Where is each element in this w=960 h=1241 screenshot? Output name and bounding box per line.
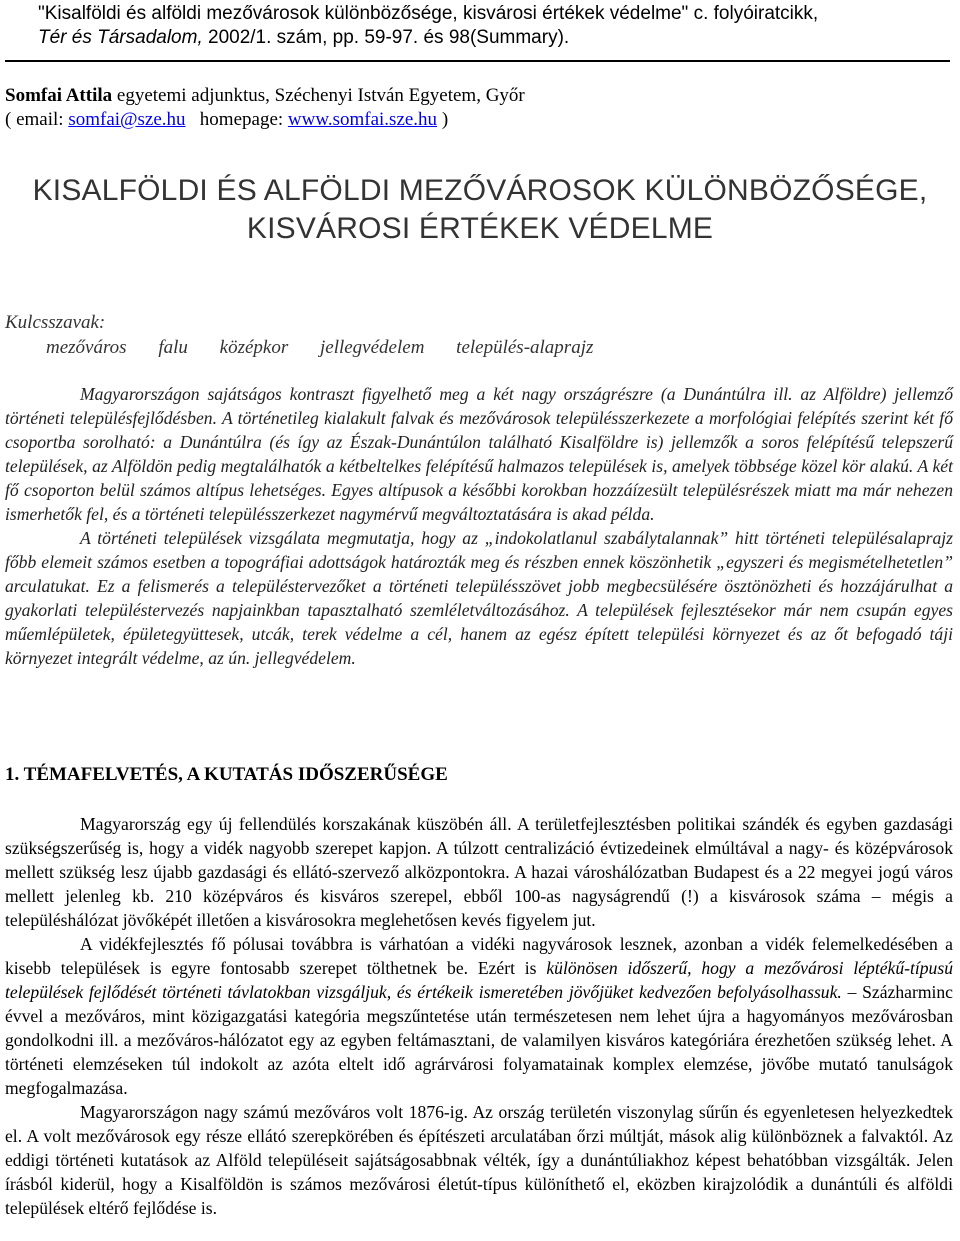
abstract-paragraph-1: Magyarországon sajátságos kontraszt figyelhető meg a két nagy országrészre (a Dunántúlra ill. az Alföldre) jellemző történeti településfejlődésben. A történetileg kialakult falvak és mezővárosok településszerkezete a morfológiai felépítés szerint két fő csoportba sorolható: a Dunántúlra (és így az Észak-Dunántúlon található Kisalföldre is) jellemzők a soros felépítésű telepszerű települések, az Alföldön pedig megtalálhatók a kétbeltelkes felépítésű halmazos települések is, amelyek többsége közel kör alakú. A két fő csoporton belül számos altípus lehetséges. Egyes altípusok a későbbi korokban hozzáízesült településrészek miatt ma már nehezen ismerhetők fel, és a történeti településszerkezet nagymérvű megváltoztatására is akad példa. [5, 384, 953, 524]
body-paragraph-3: Magyarországon nagy számú mezőváros volt 1876-ig. Az ország területén viszonylag sűrűn és egyenletesen helyezkedtek el. A volt mezővárosok egy része ellátó szerepkörében és építészeti arculatában őrzi múltját, mások alig különböznek a falvaktól. Az eddigi történeti kutatások az Alföld településeit sajátságosabbnak vélték, így a dunántúliakhoz képest behatóbban vizsgálták. Jelen írásból kiderül, hogy a Kisalföldön is számos mezővárosi életút-típus különíthető el, eközben kirajzolódik a dunántúli és alföldi települések eltérő fejlődése is. [5, 1102, 953, 1218]
email-link[interactable]: somfai@sze.hu [68, 109, 186, 130]
header-divider [5, 60, 950, 62]
contact-line [5, 108, 945, 132]
citation-line-2 [38, 26, 918, 50]
article-title [0, 172, 960, 248]
body-paragraph-2-end: – Százharminc évvel a mezőváros, mint közigazgatási kategória megszűntetése után természetesen nem lehet újra a hagyományos mezővárosban gondolkodni ill. a mezőváros-hálózatot egy az egyben feltámasztani, de valamilyen kisváros kategóriára érezhetően szükség lehet. A történeti elemzéseken túl indokolt az azóta eltelt idő agrárvárosi folyamatainak komplex elemzése, jövőbe mutató tanulságok megfogalmazása. [5, 982, 953, 1098]
contact-suffix: ) [437, 109, 449, 130]
keywords-label: Kulcsszavak: [5, 312, 106, 333]
keyword-item: középkor [219, 337, 289, 358]
body-paragraph-2 [5, 932, 953, 1100]
abstract-paragraph-2: A történeti települések vizsgálata megmutatja, hogy az „indokolatlanul szabálytalannak” hitt történeti településalaprajz főbb elemeit számos esetben a topográfiai adottságok határozták meg és részben ennek köszönhetik „egyszeri és megismételhetetlen” arculatukat. Ez a felismerés a településtervezőket a történeti településszövet jobb megbecsülésére ösztönözheti és hozzájárulhat a gyakorlati településtervezés napjainkban tapasztalható szemléletváltozásához. A települések fejlesztésekor már nem csupán egyes műemlépületek, épületegyüttesek, utcák, terek védelme a cél, hanem az egész épített települési környezet és az őt befogadó táji környezet integrált védelme, az ún. jellegvédelem. [5, 528, 953, 668]
author-name: Somfai Attila [5, 85, 113, 106]
keyword-item: település-alaprajz [456, 337, 594, 358]
author-block [5, 84, 945, 132]
section-heading: 1. TÉMAFELVETÉS, A KUTATÁS IDŐSZERŰSÉGE [5, 764, 448, 785]
section-body [5, 812, 953, 1220]
homepage-link[interactable]: www.somfai.sze.hu [287, 109, 438, 130]
body-paragraph-1: Magyarország egy új fellendülés korszakának küszöbén áll. A területfejlesztésben politikai szándék és egyben gazdasági szükségszerűség is, hogy a vidék nagyobb szerepet kapjon. A túlzott centralizáció évtizedeinek elmúltával a nagy- és középvárosok mellett szükség lesz újabb gazdasági és ellátó-szervező alközpontokra. A hazai városhálózatban Budapest és a 22 megyei jogú város mellett jelenleg kb. 210 középváros és kisváros szerepel, ebből 100-as nagyságrendű (!) a kisvárosok száma – mégis a településhálózat jövőképét illetően a kisvárosokra meglehetősen kevés figyelem jut. [5, 814, 953, 930]
body-paragraph-2-start: A vidékfejlesztés fő pólusai továbbra is várhatóan a vidéki nagyvárosok lesznek, azonban a vidék felemelkedésében a kisebb települések is egyre fontosabb szerepet tölthetnek be. Ezért is [5, 934, 953, 978]
title-line-1: KISALFÖLDI ÉS ALFÖLDI MEZŐVÁROSOK KÜLÖNBÖZŐSÉGE, [32, 174, 928, 207]
keywords-list [46, 337, 620, 359]
citation-details: 2002/1. szám, pp. 59-97. és 98(Summary). [202, 27, 570, 48]
title-line-2: KISVÁROSI ÉRTÉKEK VÉDELME [246, 212, 714, 245]
journal-name: Tér és Társadalom, [38, 27, 203, 48]
email-prefix: ( email: [5, 109, 69, 130]
keyword-item: mezőváros [46, 337, 127, 358]
author-affiliation: egyetemi adjunktus, Széchenyi István Egyetem, Győr [112, 85, 525, 106]
homepage-label: homepage: [185, 109, 288, 130]
body-paragraph-2-emphasis: különösen időszerű, hogy a mezővárosi léptékű-típusú települések fejlődését történeti távlatokban vizsgáljuk, és értékeik ismeretében jövőjüket kedvezően befolyásolhassuk. [5, 958, 954, 1002]
citation-line-1: "Kisalföldi és alföldi mezővárosok különbözősége, kisvárosi értékek védelme" c. folyóiratcikk, [38, 3, 819, 24]
abstract [5, 382, 953, 670]
author-line [5, 84, 945, 108]
keyword-item: falu [158, 337, 188, 358]
keyword-item: jellegvédelem [319, 337, 425, 358]
citation-header [38, 2, 918, 50]
